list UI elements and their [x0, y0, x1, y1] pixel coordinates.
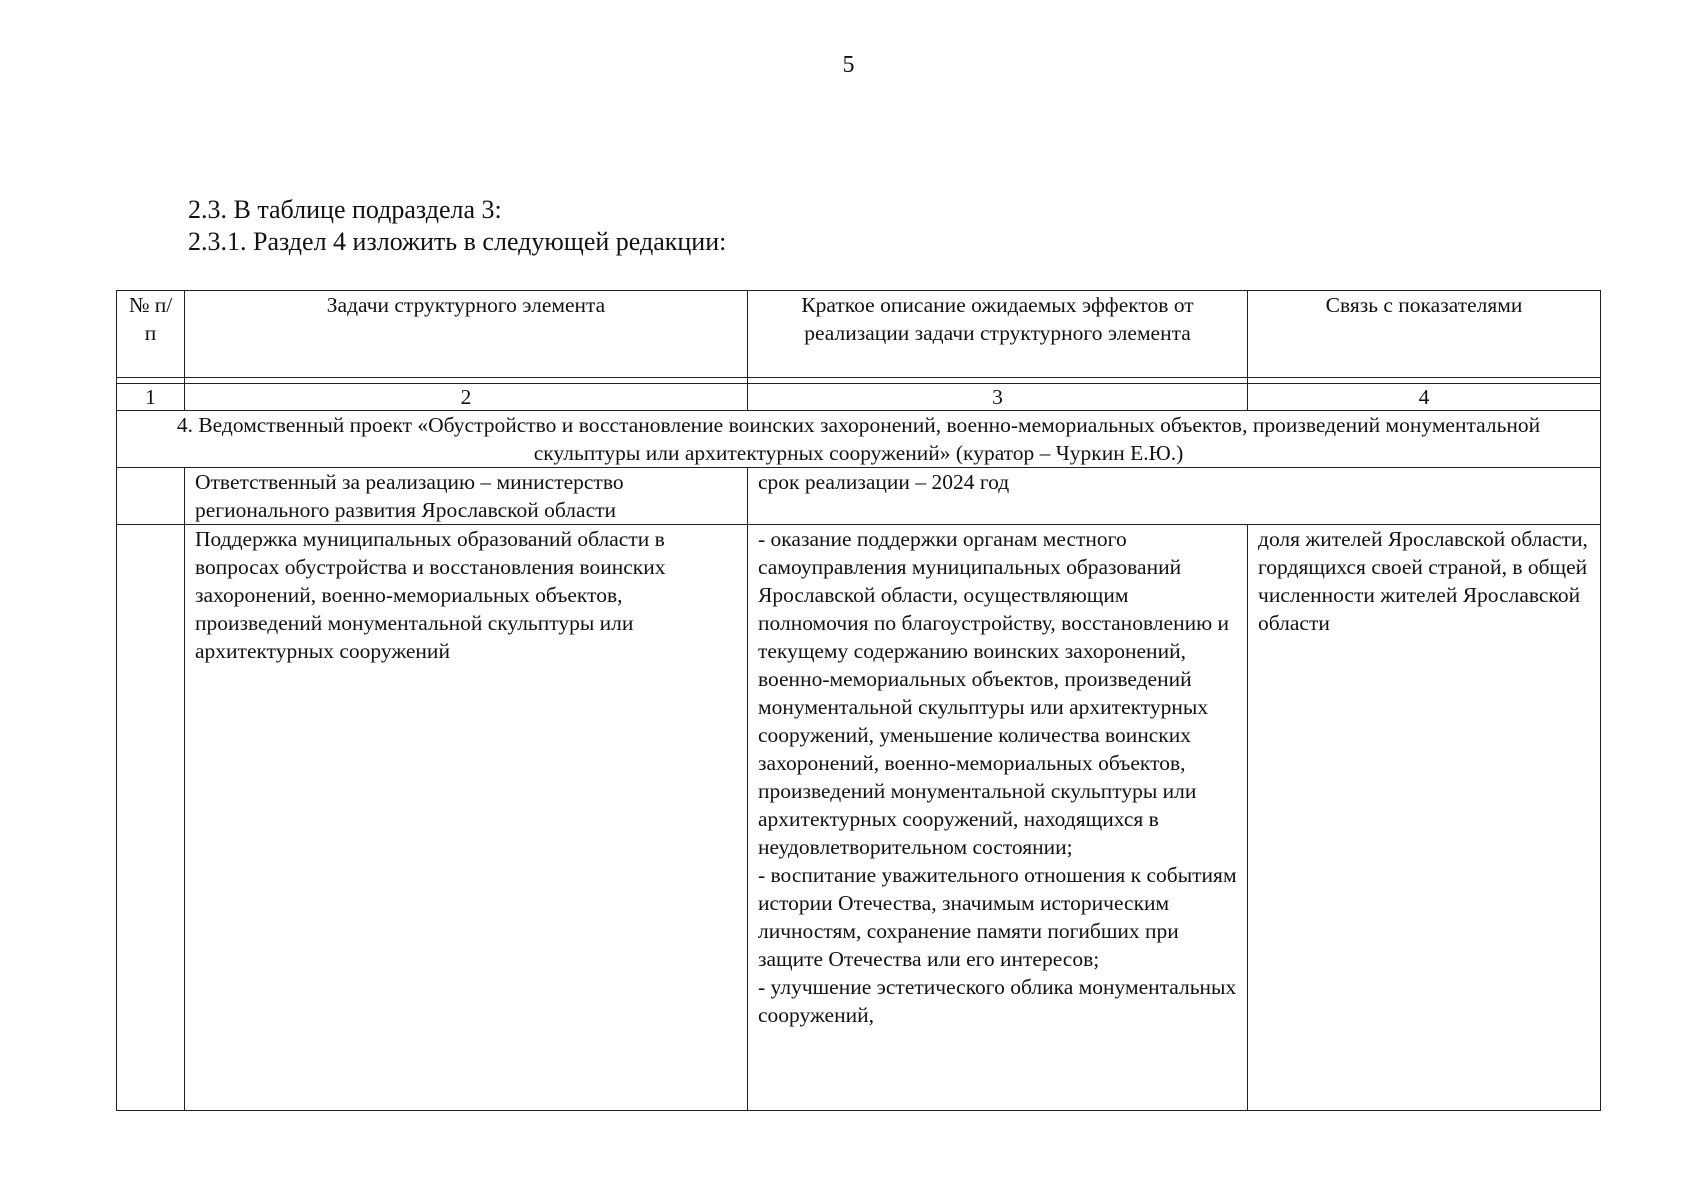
responsible-text: Ответственный за реализацию – министерство регионального развития Ярославской области	[185, 468, 748, 525]
header-indicators: Связь с показателями	[1248, 291, 1601, 378]
section-title: 4. Ведомственный проект «Обустройство и восстановление воинских захоронений, военно-мемориальных объектов, произведений монументальной скульптуры или архитектурных сооружений» (куратор – Чуркин Е.Ю.)	[117, 411, 1601, 468]
section-title-row	[117, 411, 1601, 468]
header-num: № п/п	[117, 291, 185, 378]
table-row	[117, 525, 1601, 1111]
header-tasks: Задачи структурного элемента	[185, 291, 748, 378]
header-effects: Краткое описание ожидаемых эффектов от реализации задачи структурного элемента	[748, 291, 1248, 378]
instructions	[188, 194, 726, 258]
effect-item: - воспитание уважительного отношения к событиям истории Отечества, значимым историческим личностям, сохранение памяти погибших при защите Отечества или его интересов;	[758, 863, 1237, 971]
row-task: Поддержка муниципальных образований области в вопросах обустройства и восстановления воинских захоронений, военно-мемориальных объектов, произведений монументальной скульптуры или архитектурных сооружений	[185, 525, 748, 1111]
column-number: 2	[185, 384, 748, 411]
column-number: 1	[117, 384, 185, 411]
column-numbers-row	[117, 384, 1601, 411]
page-number: 5	[842, 52, 855, 78]
responsible-term: срок реализации – 2024 год	[748, 468, 1601, 525]
row-num	[117, 525, 185, 1111]
column-number: 3	[748, 384, 1248, 411]
structure-element-table	[116, 290, 1601, 1111]
effect-item: - улучшение эстетического облика монументальных сооружений,	[758, 975, 1237, 1027]
column-number: 4	[1248, 384, 1601, 411]
table-header-row	[117, 291, 1601, 378]
responsible-row	[117, 468, 1601, 525]
instruction-line-2: 2.3.1. Раздел 4 изложить в следующей редакции:	[188, 227, 727, 256]
effect-item: - оказание поддержки органам местного самоуправления муниципальных образований Ярославской области, осуществляющим полномочия по благоустройству, восстановлению и текущему содержанию воинских захоронений, военно-мемориальных объектов, произведений монументальной скульптуры или архитектурных сооружений, уменьшение количества воинских захоронений, военно-мемориальных объектов, произведений монументальной скульптуры или архитектурных сооружений, находящихся в неудовлетворительном состоянии;	[758, 527, 1230, 859]
row-effects	[748, 525, 1248, 1111]
responsible-num-cell	[117, 468, 185, 525]
instruction-line-1: 2.3. В таблице подраздела 3:	[188, 195, 502, 224]
row-indicator: доля жителей Ярославской области, гордящихся своей страной, в общей численности жителей Ярославской области	[1248, 525, 1601, 1111]
